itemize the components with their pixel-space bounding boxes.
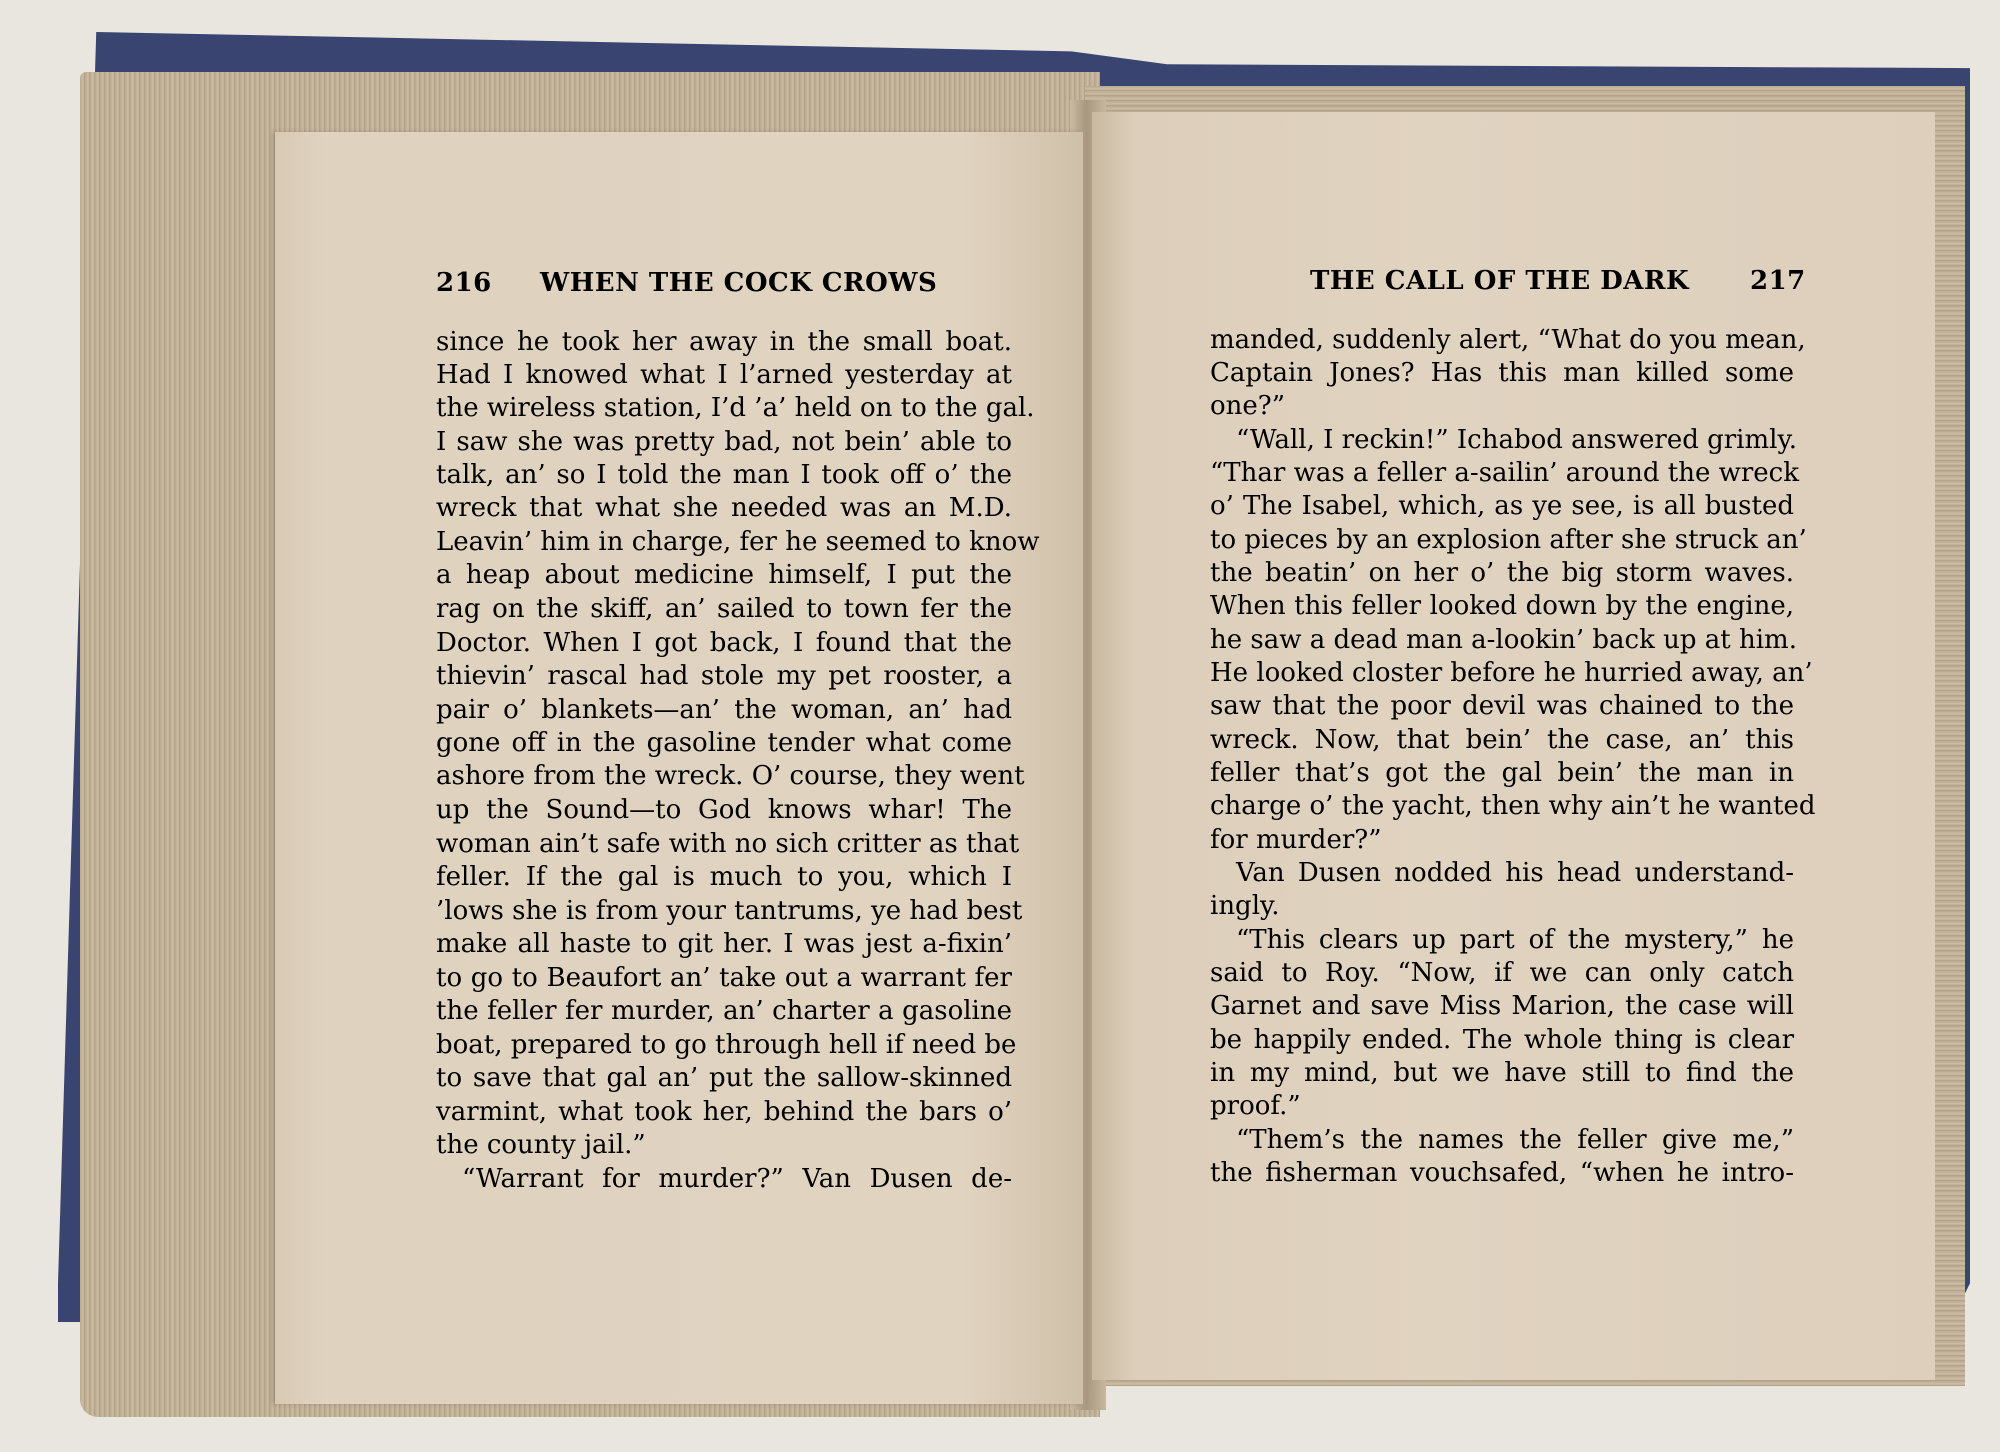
text-line: up the Sound—to God knows whar! The <box>436 795 1012 825</box>
text-line: “This clears up part of the mystery,” he <box>1236 925 1794 955</box>
text-line: a heap about medicine himself, I put the <box>436 560 1012 590</box>
text-line: “Them’s the names the feller give me,” <box>1236 1125 1794 1155</box>
text-line: Captain Jones? Has this man killed some <box>1210 358 1794 388</box>
text-line: since he took her away in the small boat. <box>436 327 1012 357</box>
text-line: Had I knowed what I l’arned yesterday at <box>436 360 1012 390</box>
text-line: He looked closter before he hurried away, an’ <box>1210 658 1813 688</box>
text-line: ingly. <box>1210 891 1280 921</box>
text-line: ’lows she is from your tantrums, ye had best <box>436 896 1023 926</box>
text-line: I saw she was pretty bad, not bein’ able to <box>436 427 1012 457</box>
text-line: the county jail.” <box>436 1130 646 1160</box>
text-line: Garnet and save Miss Marion, the case will <box>1210 991 1794 1021</box>
text-line: feller. If the gal is much to you, which I <box>436 862 1012 892</box>
text-line: When this feller looked down by the engine, <box>1210 591 1794 621</box>
text-line: proof.” <box>1210 1091 1301 1121</box>
text-line: one?” <box>1210 391 1286 421</box>
right-running-head: THE CALL OF THE DARK <box>1310 266 1690 296</box>
text-line: “Thar was a feller a-sailin’ around the wreck <box>1210 458 1799 488</box>
text-line: ashore from the wreck. O’ course, they went <box>436 761 1025 791</box>
text-line: to save that gal an’ put the sallow-skinned <box>436 1063 1012 1093</box>
text-line: “Wall, I reckin!” Ichabod answered grimly. <box>1236 425 1797 455</box>
text-line: for murder?” <box>1210 825 1382 855</box>
text-line: Leavin’ him in charge, fer he seemed to know <box>436 527 1040 557</box>
text-line: pair o’ blankets—an’ the woman, an’ had <box>436 695 1012 725</box>
text-line: saw that the poor devil was chained to the <box>1210 691 1794 721</box>
text-line: talk, an’ so I told the man I took off o’ the <box>436 460 1012 490</box>
text-line: woman ain’t safe with no sich critter as that <box>436 829 1020 859</box>
right-page-number: 217 <box>1750 266 1806 296</box>
text-line: Van Dusen nodded his head understand- <box>1236 858 1794 888</box>
left-page-number: 216 <box>436 268 492 298</box>
text-line: the wireless station, I’d ’a’ held on to the gal. <box>436 393 1035 423</box>
text-line: Doctor. When I got back, I found that the <box>436 628 1012 658</box>
text-line: “Warrant for murder?” Van Dusen de- <box>462 1164 1012 1194</box>
text-line: varmint, what took her, behind the bars o’ <box>436 1097 1012 1127</box>
text-line: feller that’s got the gal bein’ the man in <box>1210 758 1794 788</box>
text-line: gone off in the gasoline tender what come <box>436 728 1012 758</box>
text-line: be happily ended. The whole thing is clear <box>1210 1025 1794 1055</box>
text-line: to pieces by an explosion after she struck an’ <box>1210 525 1807 555</box>
text-line: wreck that what she needed was an M.D. <box>436 493 1012 523</box>
text-line: boat, prepared to go through hell if need be <box>436 1030 1017 1060</box>
left-running-head: WHEN THE COCK CROWS <box>540 268 938 298</box>
text-line: o’ The Isabel, which, as ye see, is all busted <box>1210 491 1794 521</box>
text-line: wreck. Now, that bein’ the case, an’ this <box>1210 725 1794 755</box>
text-line: the fisherman vouchsafed, “when he intro- <box>1210 1158 1794 1188</box>
text-line: the beatin’ on her o’ the big storm waves. <box>1210 558 1794 588</box>
text-line: the feller fer murder, an’ charter a gasoline <box>436 996 1012 1026</box>
text-line: make all haste to git her. I was jest a-fixin’ <box>436 929 1012 959</box>
text-line: said to Roy. “Now, if we can only catch <box>1210 958 1794 988</box>
text-line: he saw a dead man a-lookin’ back up at him. <box>1210 625 1797 655</box>
text-line: in my mind, but we have still to find the <box>1210 1058 1794 1088</box>
text-line: rag on the skiff, an’ sailed to town fer the <box>436 594 1012 624</box>
text-line: to go to Beaufort an’ take out a warrant fer <box>436 963 1012 993</box>
text-line: thievin’ rascal had stole my pet rooster, a <box>436 661 1012 691</box>
text-line: charge o’ the yacht, then why ain’t he wanted <box>1210 791 1816 821</box>
text-line: manded, suddenly alert, “What do you mean, <box>1210 325 1806 355</box>
